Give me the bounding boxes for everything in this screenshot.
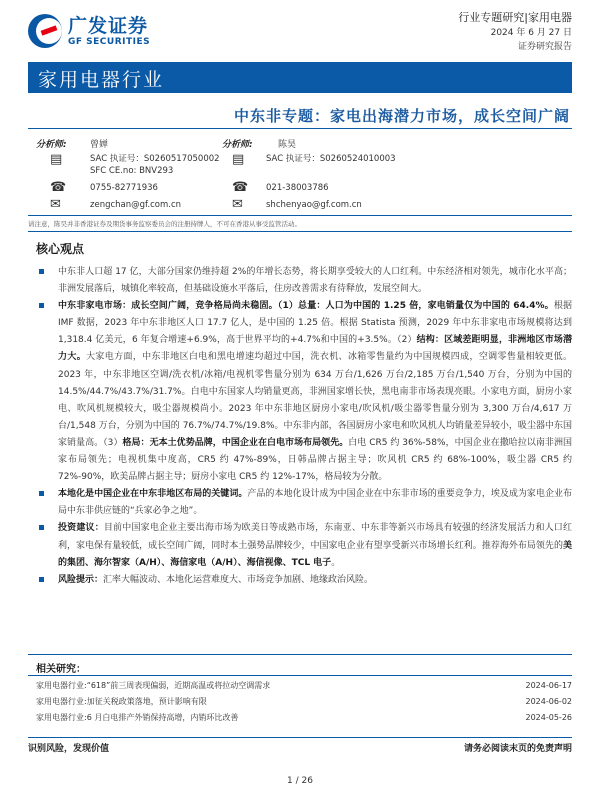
footer-disclaimer: 请务必阅读末页的免责声明	[463, 744, 572, 754]
phone-icon: ☎	[232, 180, 249, 195]
related-list	[36, 678, 572, 726]
email-icon: ✉	[232, 197, 243, 212]
analyst-2-phone: 021-38003786	[266, 183, 329, 193]
industry-band	[28, 62, 572, 93]
logo-cn-text: 广发证券	[68, 14, 149, 37]
bullet-text: 白电 CR5 约 36%-58%，中国企业在撒哈拉以南非洲国家布局领先；电视机集中度高，CR5 约 47%-89%，日韩品牌占据主导；吹风机 CR5 约 68%-100%，吸尘器 CR5 约 72%-90%，欧美品牌占据主导；厨房小家电 CR5 约 12%-17%，格局较为分散。	[58, 437, 572, 483]
bullet-heading: 风险提示：	[58, 574, 104, 585]
bullet-heading: 本地化是中国企业在中东非地区布局的关键词。	[58, 489, 248, 500]
list-item	[38, 486, 572, 520]
footer-divider	[28, 737, 572, 738]
bullet-heading: 中东非家电市场：成长空间广阔，竞争格局尚未稳固。（1）总量：人口为中国的 1.25 倍，家电销量仅为中国的 64.4%。	[58, 301, 554, 312]
bullet-subheading: 格局：无本土优势品牌，中国企业在白电市场布局领先。	[122, 437, 349, 448]
bullet-text: 。	[331, 557, 341, 568]
related-item-date: 2024-05-26	[525, 713, 572, 722]
analyst-2-sac: SAC 执证号：S0260524010003	[266, 154, 396, 164]
list-item	[38, 264, 572, 298]
related-title: 相关研究：	[36, 664, 86, 675]
analyst-label: 分析师:	[36, 140, 67, 150]
divider	[28, 654, 572, 655]
phone-icon: ☎	[50, 180, 67, 195]
gf-logo-icon	[28, 14, 62, 48]
report-subtype: 证券研究报告	[517, 42, 572, 52]
page-number: 1 / 26	[287, 776, 313, 786]
divider	[28, 215, 572, 216]
bullet-text: 汇率大幅波动、本地化运营难度大、市场竞争加剧、地缘政治风险。	[103, 574, 374, 585]
bullet-text: 大家电方面，中东非地区白电和黑电增速均超过中国，洗衣机、冰箱零售量约为中国规模四成，空调零售量相较更低。2023 年，中东非地区空调/洗衣机/冰箱/电视机零售量分别为 634 万台/1,626 万台/2,185 万台/1,540 万台，分别为中国的 14.5%/44.7%/43.7%/31.7%。白电中东国家人均销量更高，非洲国家增长快，黑电南非市场表现亮眼。小家电方面，厨房小家电、吹风机规模较大，吸尘器规模尚小。2023 年中东非地区厨房小家电/吹风机/吸尘器零售量分别为 3,300 万台/4,617 万台/1,548 万台，分别为中国的 76.7%/74.7%/19.8%。中东非内部，各国厨房小家电和吹风机人均销量差异较小，吸尘器中东国家销量高。（3）	[58, 352, 572, 448]
related-item-date: 2024-06-02	[525, 697, 572, 706]
analyst-2-email[interactable]: shchenyao@gf.com.cn	[266, 200, 362, 210]
industry-name: 家用电器行业	[38, 69, 165, 91]
divider	[28, 231, 572, 232]
gf-securities-logo	[28, 14, 150, 48]
analyst-1-phone: 0755-82771936	[90, 183, 158, 193]
bullet-text: 产品的本地化设计成为中国企业在中东非市场的重要竞争力，埃及成为家电企业布局中东非供应链的“兵家必争之地”。	[58, 489, 572, 517]
bullet-text: 根据 IMF 数据，2023 年中东非地区人口 17.7 亿人，是中国的 1.25 倍。根据 Statista 预测，2029 年中东非家电市场规模将达到 1,318.4 亿美元，6 年复合增速+6.9%，高于世界平均的+4.7%和中国的+3.5%。（2）	[58, 301, 572, 346]
related-item[interactable]	[36, 678, 572, 694]
footer-slogan: 识别风险，发现价值	[28, 744, 110, 754]
bullet-text: 目前中国家电企业主要出海市场为欧美日等成熟市场，东南亚、中东非等新兴市场具有较强的经济发展活力和人口红利，家电保有量较低，成长空间广阔，同时本土强势品牌较少，中国家电企业有望享受新兴市场增长红利。推荐海外布局领先的	[58, 523, 572, 551]
analyst-2-name: 陈昊	[278, 140, 297, 150]
related-item[interactable]	[36, 694, 572, 710]
bullet-text: 中东非人口超 17 亿，大部分国家仍维持超 2%的年增长态势，将长期享受较大的人口红利。中东经济相对领先，城市化水平高；非洲发展落后，城镇化率较高，但基础设施水平落后，住房改善需求有待释放，发展空间大。	[58, 267, 572, 295]
related-item-title[interactable]: 家用电器行业:“618”前三周表现偏弱，近期高温或将拉动空调需求	[36, 681, 271, 690]
report-type: 行业专题研究|家用电器	[458, 11, 572, 24]
related-item[interactable]	[36, 710, 572, 726]
divider	[28, 128, 572, 129]
analyst-label-2: 分析师:	[222, 140, 253, 150]
analyst-1-sac: SAC 执证号：S0260517050002	[90, 154, 220, 164]
list-item	[38, 298, 572, 486]
related-item-title[interactable]: 家用电器行业:加征关税政策落地，预计影响有限	[36, 697, 207, 706]
related-item-date: 2024-06-17	[525, 681, 572, 690]
list-item	[38, 572, 572, 589]
related-item-title[interactable]: 家用电器行业:6 月白电排产外销保持高增，内销环比改善	[36, 713, 239, 722]
analyst-1-email[interactable]: zengchan@gf.com.cn	[90, 200, 182, 210]
analyst-1-sfc: SFC CE.no: BNV293	[90, 166, 174, 176]
id-card-icon: ▤	[232, 152, 245, 167]
list-item	[38, 520, 572, 571]
id-card-icon: ▤	[50, 152, 63, 167]
report-date: 2024 年 6 月 27 日	[490, 28, 572, 38]
recommended-stocks: 美的集团、海尔智家（A/H）、海信家电（A/H）、海信视像、TCL 电子	[58, 540, 572, 568]
core-bullets	[38, 264, 572, 589]
disclaimer: 请注意，陈昊并非香港证券及期货事务监察委员会的注册持牌人，不可在香港从事受监管活动。	[28, 220, 301, 228]
bullet-heading: 投资建议：	[58, 523, 104, 534]
bullet-subheading: 结构：区域差距明显，非洲地区市场潜力大。	[58, 335, 572, 363]
report-title: 中东非专题：家电出海潜力市场，成长空间广阔	[233, 107, 570, 125]
analyst-1-name: 曾婵	[90, 140, 109, 150]
logo-en-text: GF SECURITIES	[68, 36, 151, 47]
email-icon: ✉	[50, 197, 61, 212]
divider	[28, 675, 572, 676]
section-title: 核心观点	[36, 242, 85, 256]
header-meta	[458, 10, 572, 54]
